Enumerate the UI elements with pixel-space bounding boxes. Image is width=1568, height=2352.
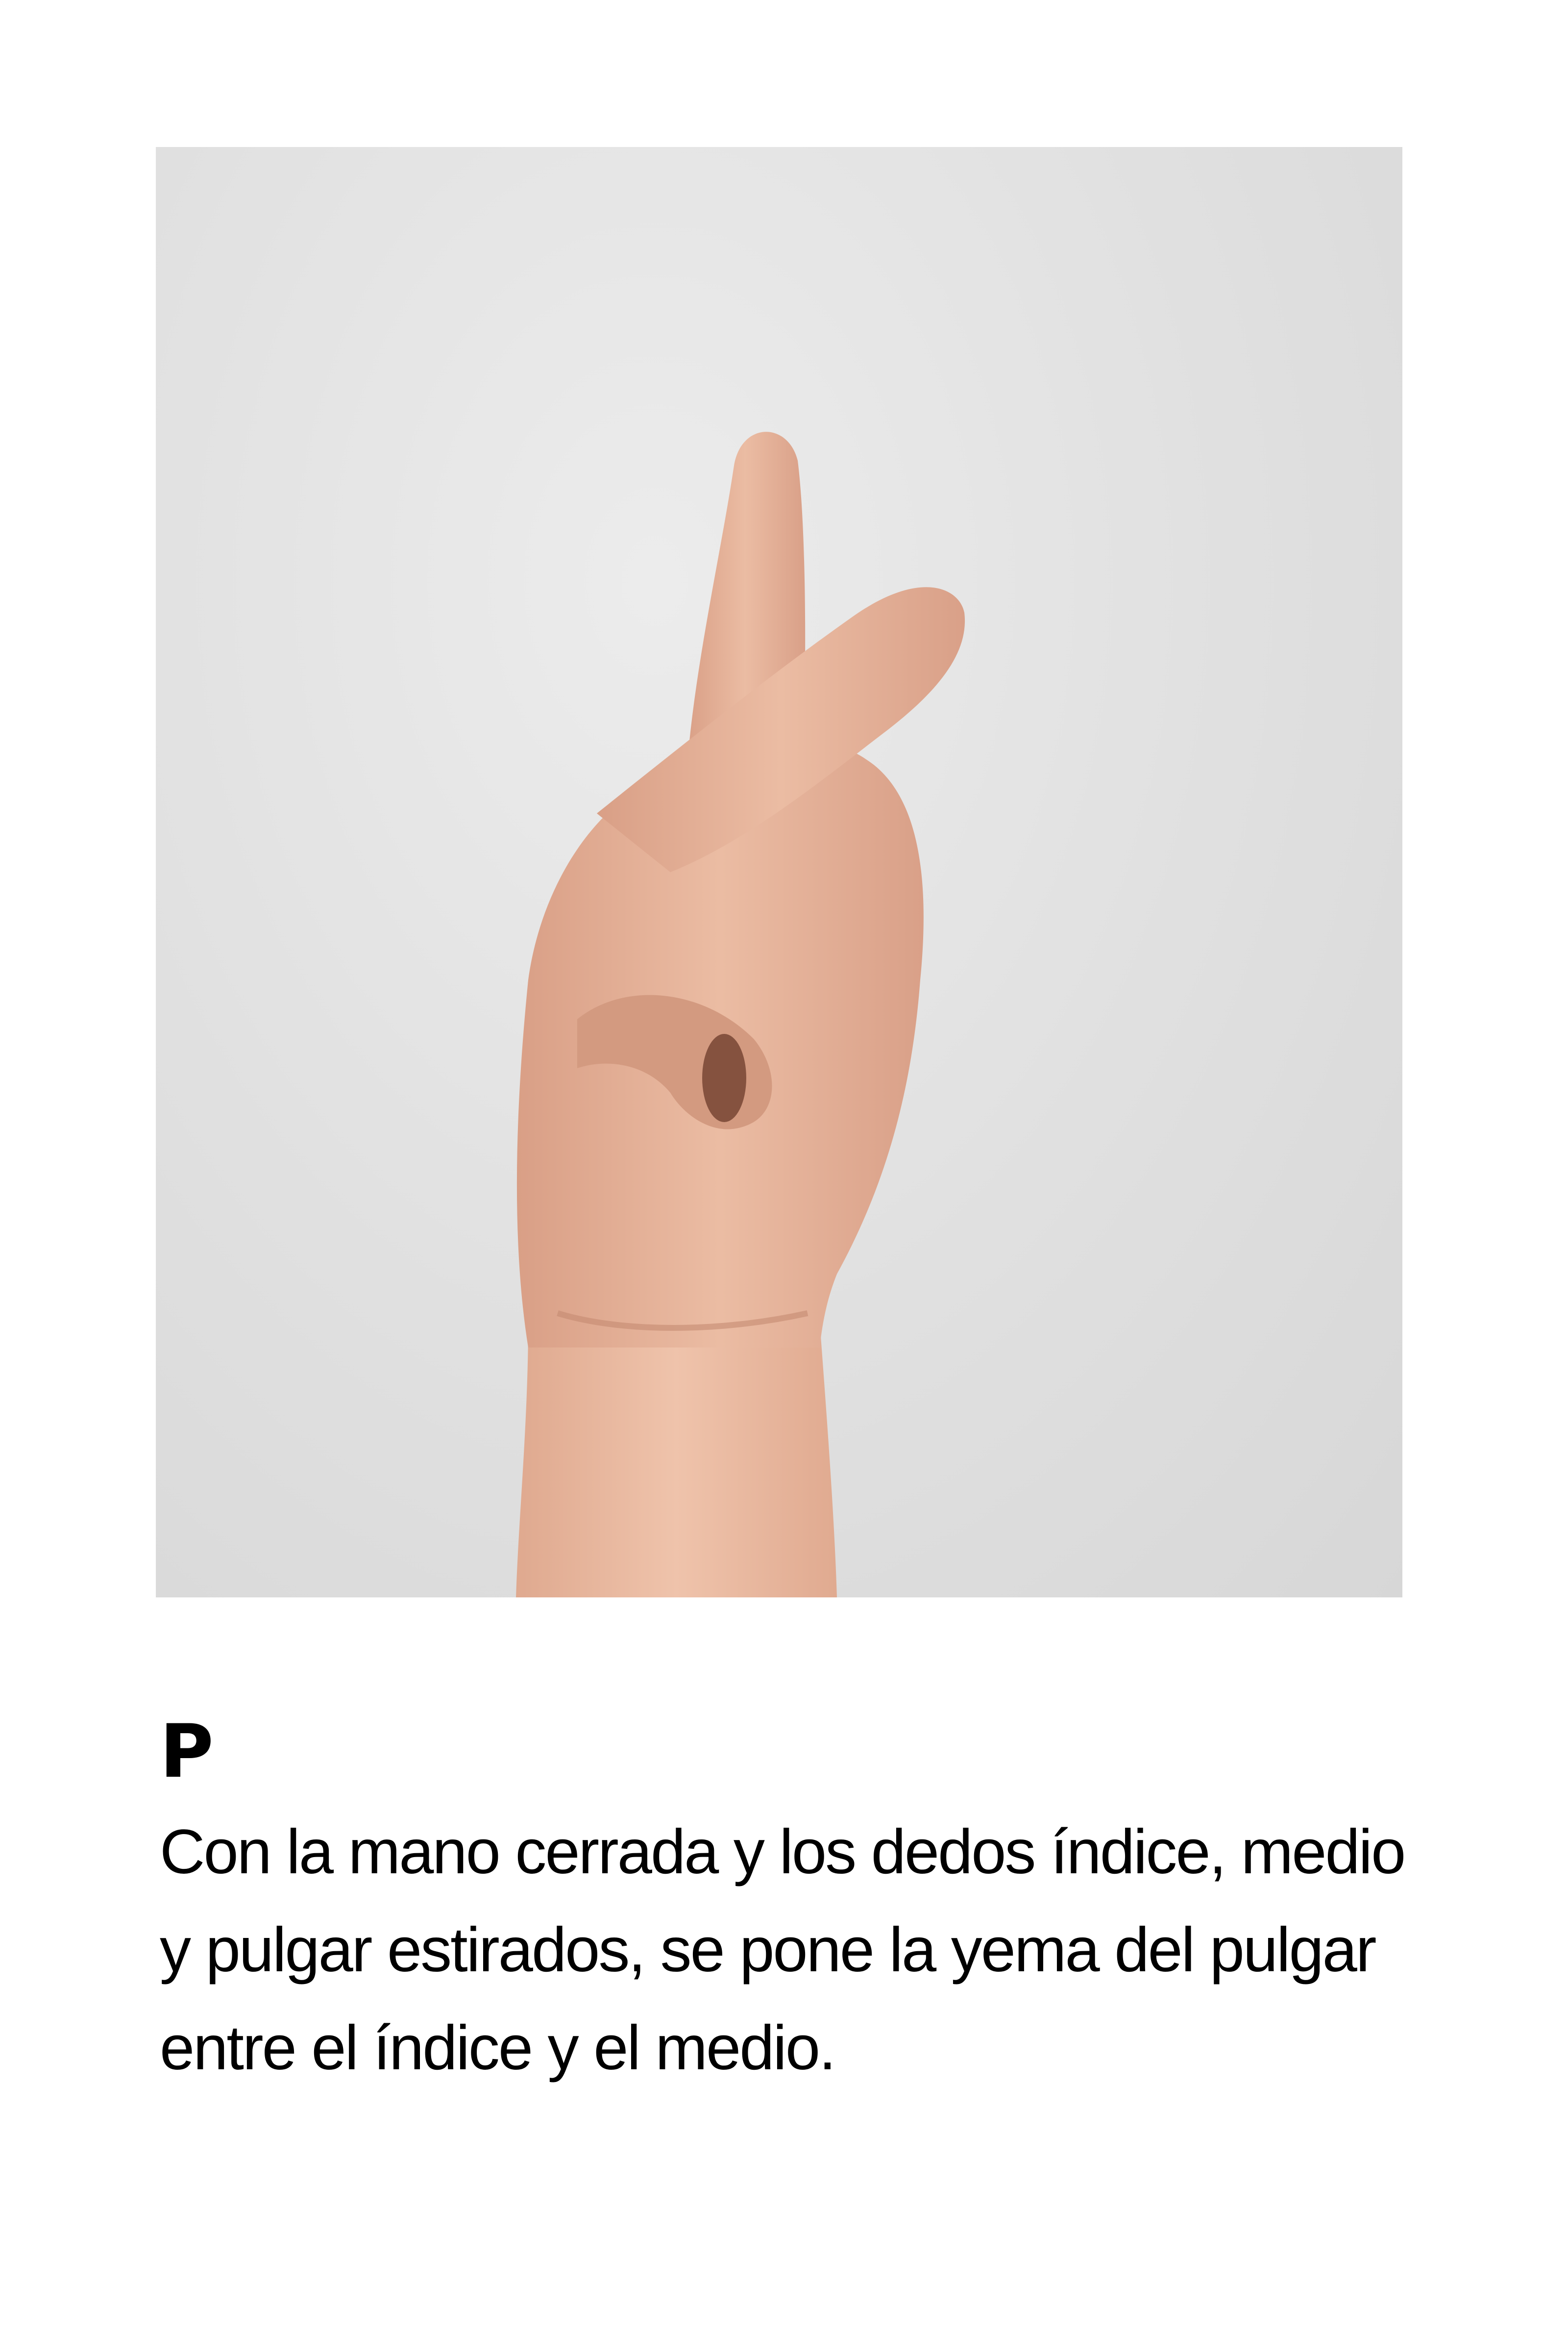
- description-line: Con la mano cerrada y los dedos índice, medio: [160, 1817, 1405, 1887]
- description-line: entre el índice y el medio.: [160, 2013, 835, 2083]
- forearm: [516, 1323, 837, 1597]
- letter-heading: P: [160, 1709, 214, 1794]
- description-line: y pulgar estirados, se pone la yema del pulgar: [160, 1915, 1375, 1985]
- hand-sign-photo: [156, 147, 1402, 1597]
- fist-hollow: [702, 1034, 746, 1122]
- hand-sign-p-illustration: [156, 147, 1402, 1597]
- sign-description: [160, 1803, 1444, 2097]
